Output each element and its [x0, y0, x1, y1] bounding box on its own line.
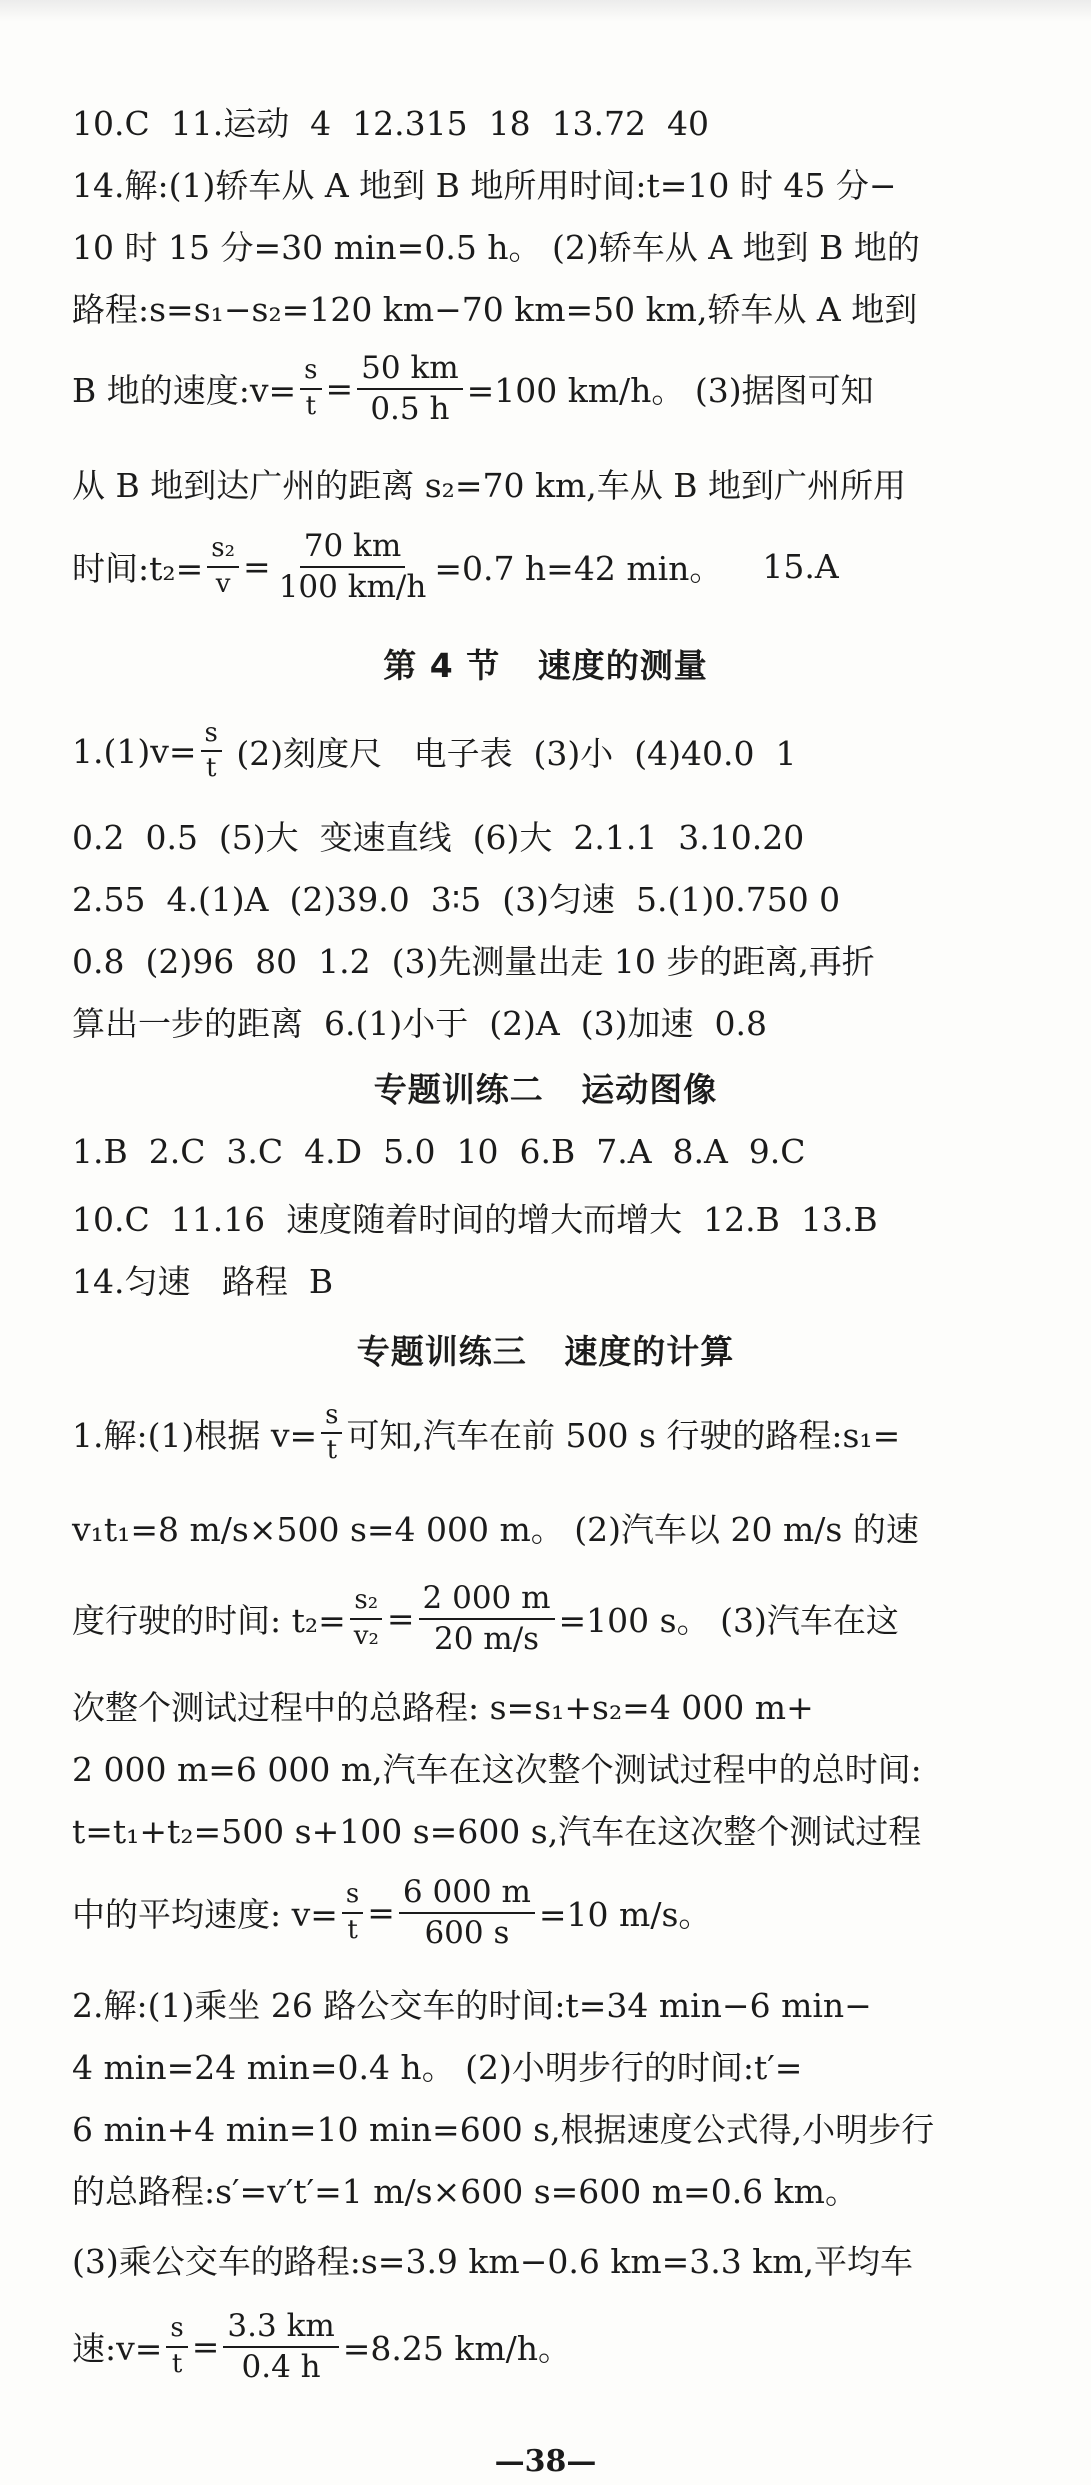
answer-line-12: 算出一步的距离 6.(1)小于 (2)A (3)加速 0.8: [72, 1004, 767, 1043]
answer-line-23: 2.解:(1)乘坐 26 路公交车的时间:t=34 min−6 min−: [72, 1986, 872, 2025]
answer-line-18: 度行驶的时间: t₂= $\frac{\text{s₂}}{\text{v₂}}$ = $\frac{2 000 m}{20 m/s}$ =100 s。 (3)汽车在这: [72, 1580, 899, 1657]
answer-line-16: 1.解:(1)根据 v= $\frac{s}{t}$ 可知,汽车在前 500 s 行驶的路程:s₁=: [72, 1400, 901, 1466]
answer-line-19: 次整个测试过程中的总路程: s=s₁+s₂=4 000 m+: [72, 1688, 814, 1727]
answer-line-8: 1.(1)v= $\frac{s}{t}$ (2)刻度尺 电子表 (3)小 (4)40.0 1: [72, 718, 797, 784]
page-number: —38—: [494, 2444, 597, 2479]
fraction: $\frac{s}{t}$: [166, 2315, 187, 2378]
fraction: $\frac{s}{t}$: [321, 1402, 342, 1465]
section-heading: 专题训练三 速度的计算: [356, 1332, 735, 1371]
answer-line-10: 2.55 4.(1)A (2)39.0 3∶5 (3)匀速 5.(1)0.750 0: [72, 880, 841, 919]
answer-line-1: 10.C 11.运动 4 12.315 18 13.72 40: [72, 104, 710, 143]
answer-line-27: (3)乘公交车的路程:s=3.9 km−0.6 km=3.3 km,平均车: [72, 2242, 914, 2281]
answer-line-20: 2 000 m=6 000 m,汽车在这次整个测试过程中的总时间:: [72, 1750, 922, 1789]
answer-line-3: 10 时 15 分=30 min=0.5 h。 (2)轿车从 A 地到 B 地的: [72, 228, 920, 267]
answer-line-13: 1.B 2.C 3.C 4.D 5.0 10 6.B 7.A 8.A 9.C: [72, 1132, 806, 1171]
answer-line-21: t=t₁+t₂=500 s+100 s=600 s,汽车在这次整个测试过程: [72, 1812, 922, 1851]
answer-line-14: 10.C 11.16 速度随着时间的增大而增大 12.B 13.B: [72, 1200, 878, 1239]
answer-line-6: 从 B 地到达广州的距离 s₂=70 km,车从 B 地到广州所用: [72, 466, 907, 505]
fraction: $\frac{\text{s₂}}{v}$: [207, 535, 239, 598]
fraction: $\frac{s}{t}$: [300, 357, 321, 420]
section-heading: 第 4 节 速度的测量: [383, 646, 708, 685]
fraction: $\frac{6 000 m}{600 s}$: [399, 1876, 535, 1949]
answer-line-24: 4 min=24 min=0.4 h。 (2)小明步行的时间:t′=: [72, 2048, 803, 2087]
fraction: $\frac{50 km}{0.5 h}$: [357, 352, 462, 425]
answer-line-15: 14.匀速 路程 B: [72, 1262, 334, 1301]
answer-line-26: 的总路程:s′=v′t′=1 m/s×600 s=600 m=0.6 km。: [72, 2172, 858, 2211]
fraction: $\frac{2 000 m}{20 m/s}$: [419, 1582, 555, 1655]
answer-line-11: 0.8 (2)96 80 1.2 (3)先测量出走 10 步的距离,再折: [72, 942, 875, 981]
answer-line-4: 路程:s=s₁−s₂=120 km−70 km=50 km,轿车从 A 地到: [72, 290, 918, 329]
answer-line-7: 时间:t₂= $\frac{\text{s₂}}{v}$ = $\frac{70 km}{100 km/h}$ =0.7 h=42 min。 15.A: [72, 528, 839, 605]
fraction: $\frac{s}{t}$: [201, 720, 222, 783]
answer-line-9: 0.2 0.5 (5)大 变速直线 (6)大 2.1.1 3.10.20: [72, 818, 805, 857]
fraction: $\frac{70 km}{100 km/h}$: [278, 528, 427, 605]
answer-line-22: 中的平均速度: v= $\frac{s}{t}$ = $\frac{6 000 m}{600 s}$ =10 m/s。: [72, 1874, 712, 1951]
scan-shadow: [0, 0, 1091, 22]
answer-line-5: B 地的速度:v= $\frac{s}{t}$ = $\frac{50 km}{0.5 h}$ =100 km/h。 (3)据图可知: [72, 350, 874, 427]
answer-line-25: 6 min+4 min=10 min=600 s,根据速度公式得,小明步行: [72, 2110, 935, 2149]
fraction: $\frac{\text{s₂}}{\text{v₂}}$: [350, 1587, 383, 1650]
section-heading: 专题训练二 运动图像: [373, 1070, 718, 1109]
answer-line-17: v₁t₁=8 m/s×500 s=4 000 m。 (2)汽车以 20 m/s 的速: [72, 1510, 919, 1549]
answer-line-2: 14.解:(1)轿车从 A 地到 B 地所用时间:t=10 时 45 分−: [72, 166, 897, 205]
answer-line-28: 速:v= $\frac{s}{t}$ = $\frac{3.3 km}{0.4 h}$ =8.25 km/h。: [72, 2308, 572, 2385]
fraction: $\frac{s}{t}$: [342, 1881, 363, 1944]
fraction: $\frac{3.3 km}{0.4 h}$: [223, 2310, 338, 2383]
